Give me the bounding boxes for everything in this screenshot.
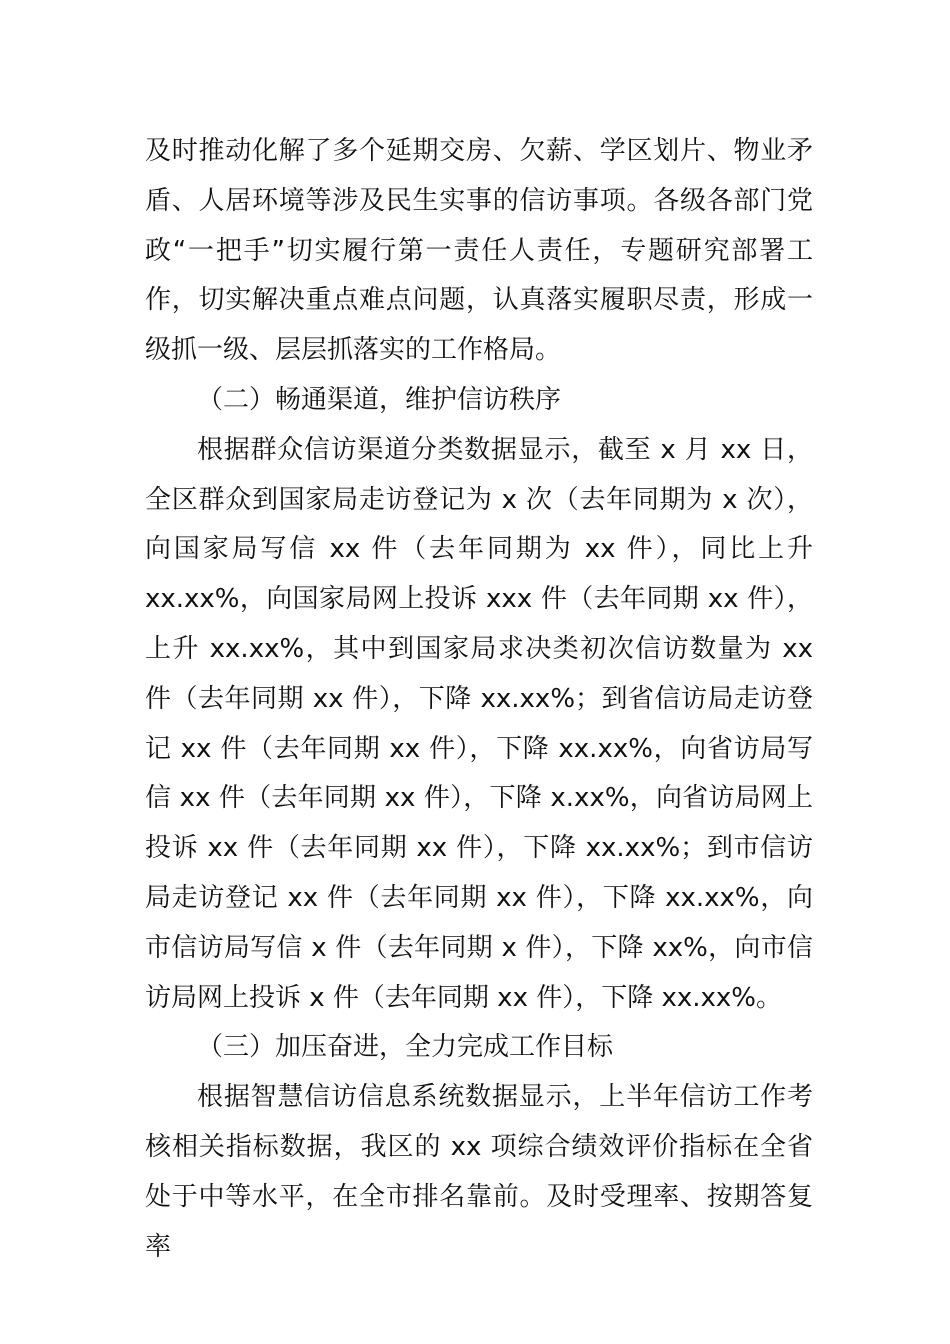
- paragraph-intro-continuation: 及时推动化解了多个延期交房、欠薪、学区划片、物业矛盾、人居环境等涉及民生实事的信访事项。各级各部门党政“一把手”切实履行第一责任人责任，专题研究部署工作，切实解决重点难点问题，认真落实履职尽责，形成一级抓一级、层层抓落实的工作格局。: [145, 136, 813, 366]
- body-text: [145, 127, 813, 1272]
- section-heading-3: （三）加压奋进，全力完成工作目标: [197, 1032, 614, 1063]
- paragraph-system-data: 根据智慧信访信息系统数据显示，上半年信访工作考核相关指标数据，我区的 xx 项综合绩效评价指标在全省处于中等水平，在全市排名靠前。及时受理率、按期答复率: [145, 1082, 813, 1262]
- section-heading-2: （二）畅通渠道，维护信访秩序: [197, 384, 562, 415]
- paragraph-channel-statistics: 根据群众信访渠道分类数据显示，截至 x 月 xx 日，全区群众到国家局走访登记为 x 次（去年同期为 x 次），向国家局写信 xx 件（去年同期为 xx 件），同比上升 xx.xx%，向国家局网上投诉 xxx 件（去年同期 xx 件），上升 xx.xx%，其中到国家局求决类初次信访数量为 xx 件（去年同期 xx 件），下降 xx.xx%；到省信访局走访登记 xx 件（去年同期 xx 件），下降 xx.xx%，向省访局写信 xx 件（去年同期 xx 件），下降 x.xx%，向省访局网上投诉 xx 件（去年同期 xx 件），下降 xx.xx%；到市信访局走访登记 xx 件（去年同期 xx 件），下降 xx.xx%，向市信访局写信 x 件（去年同期 x 件），下降 xx%，向市信访局网上投诉 x 件（去年同期 xx 件），下降 xx.xx%。: [145, 434, 813, 1013]
